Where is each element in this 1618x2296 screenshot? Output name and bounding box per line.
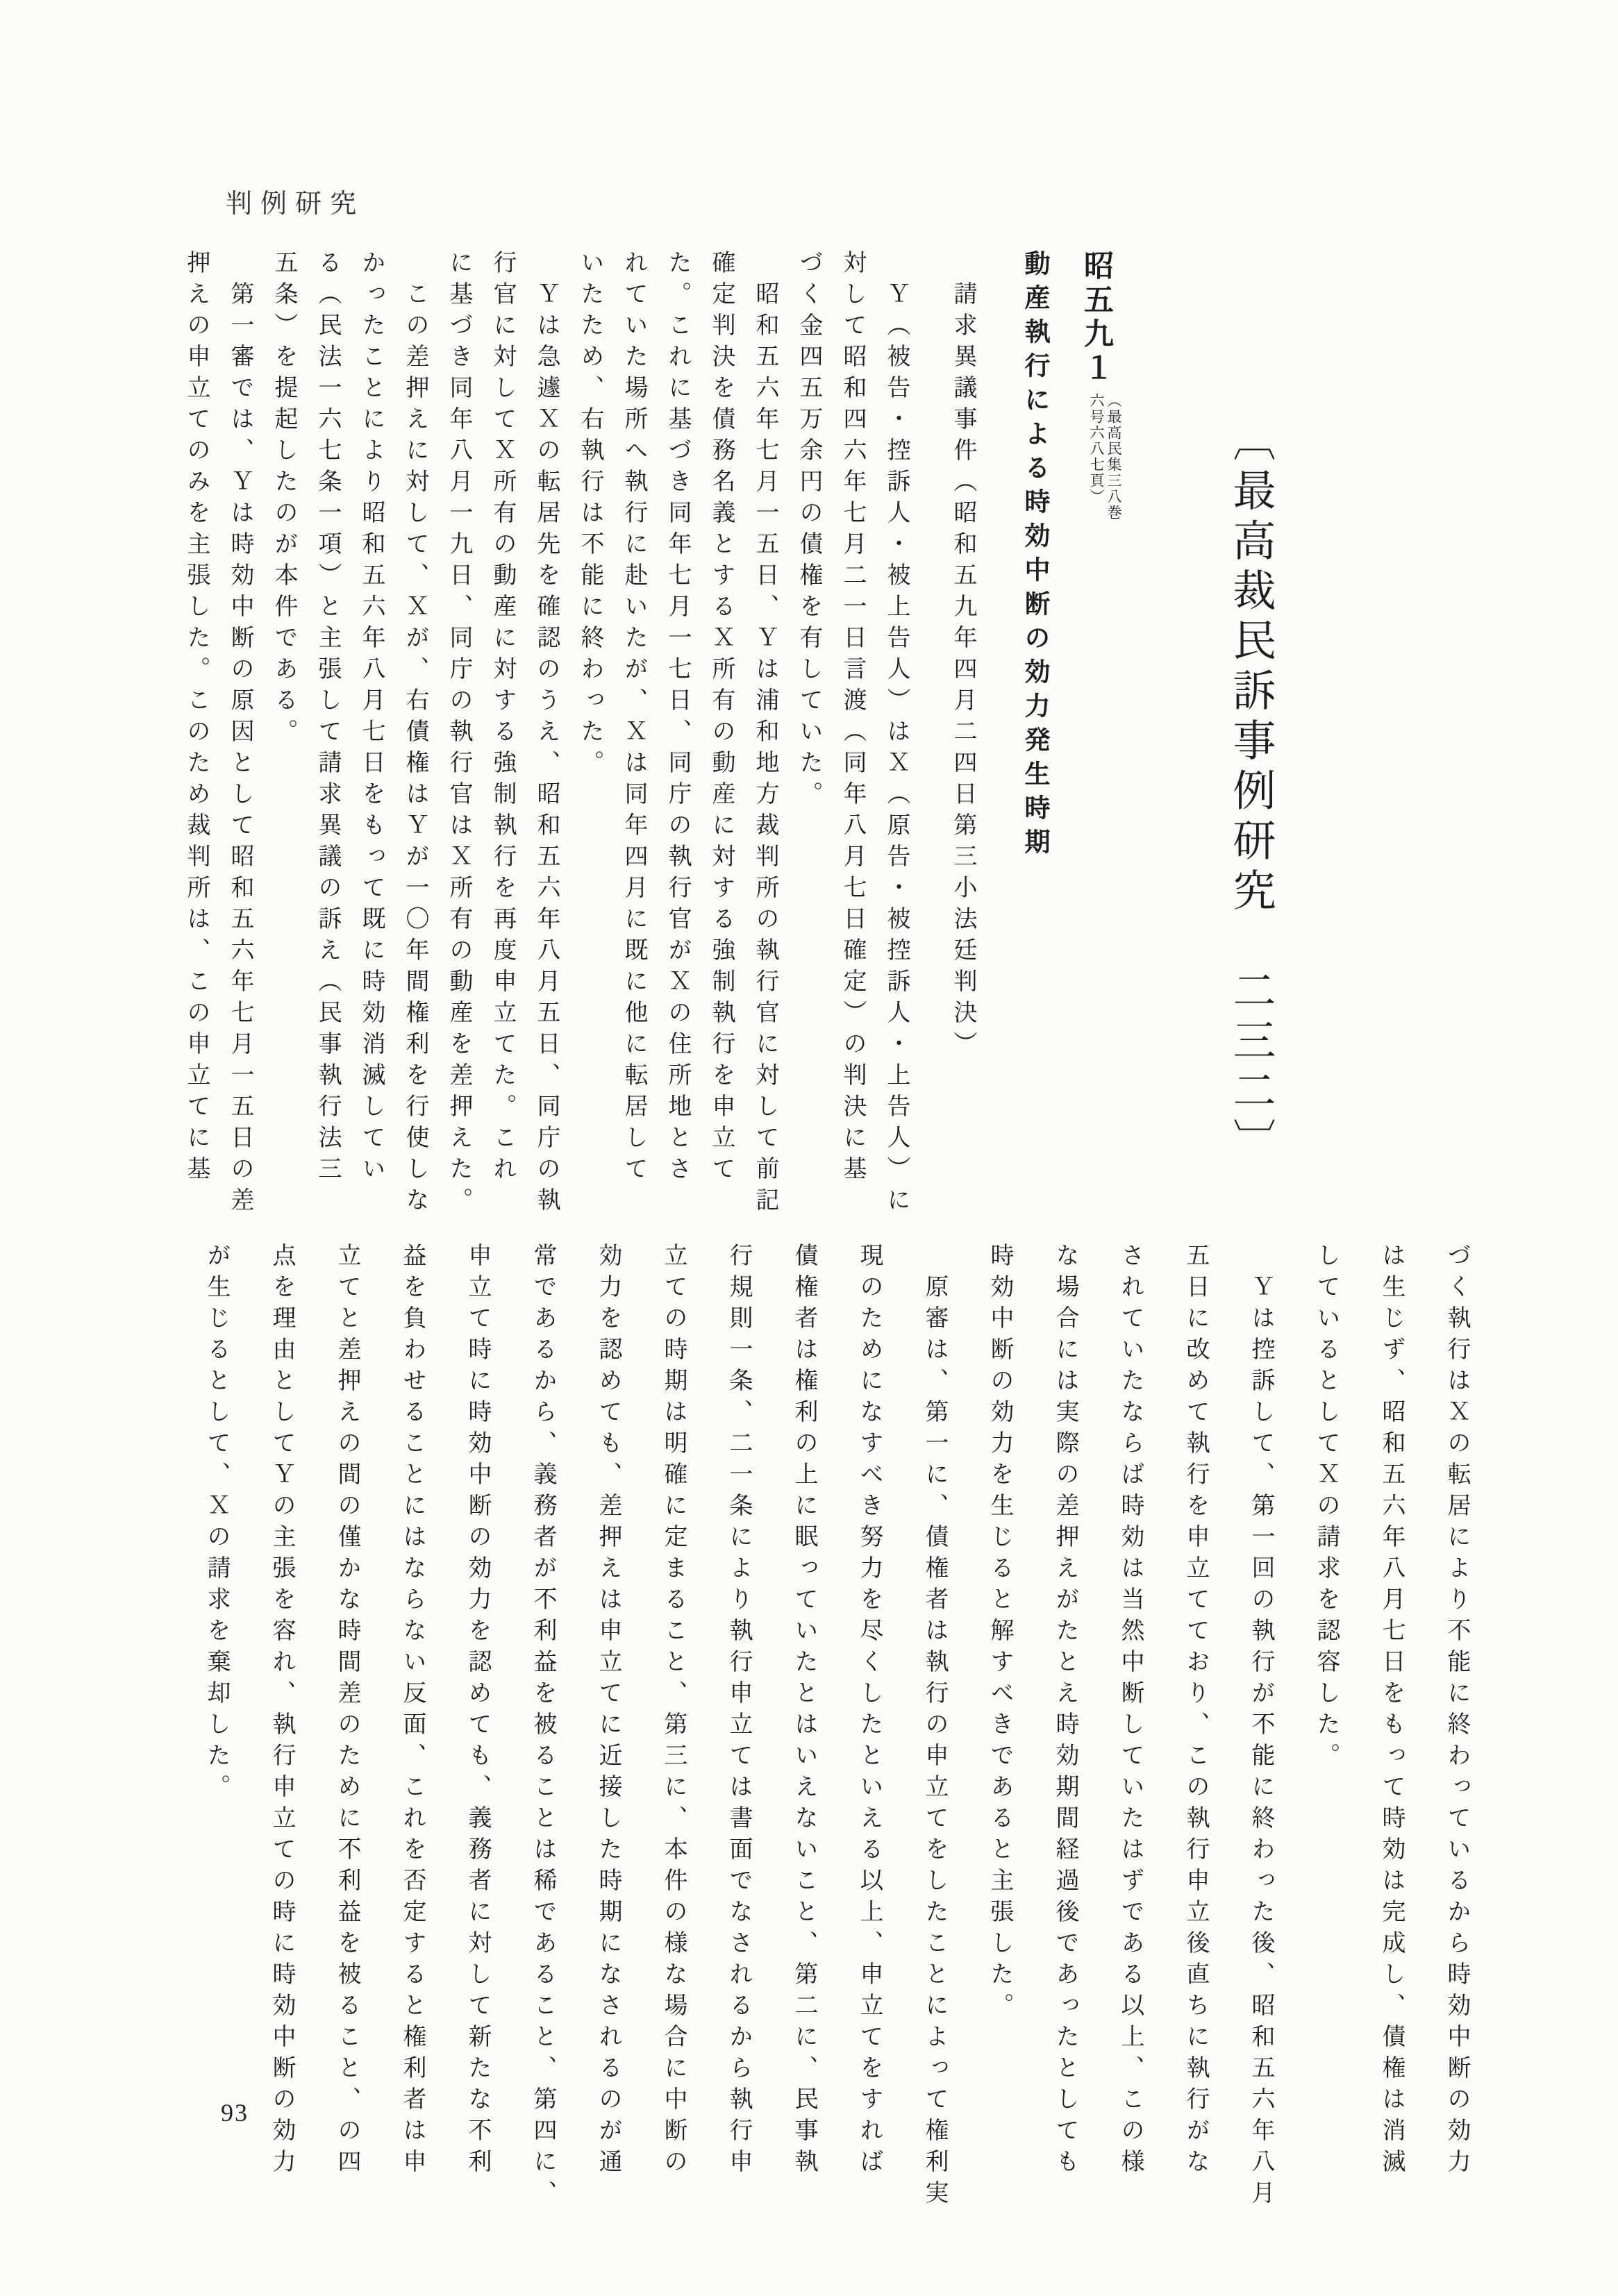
page-number: 93 bbox=[221, 2099, 249, 2127]
facts-column: る（民法一六七条一項）と主張して請求異議の訴え（民事執行法三 bbox=[315, 250, 340, 1187]
case-type-line: 請求異議事件（昭和五九年四月二四日第三小法廷判決） bbox=[950, 250, 976, 1062]
facts-column: 押えの申立てのみを主張した。このため裁判所は、この申立てに基 bbox=[183, 250, 209, 1187]
facts-column: かったことにより昭和五六年八月七日をもって既に時効消滅してい bbox=[358, 250, 384, 1187]
upper-text-block bbox=[174, 250, 1278, 1236]
case-heading bbox=[1065, 250, 1128, 1236]
facts-column: いたため、右執行は不能に終わった。 bbox=[577, 250, 603, 781]
citation-volume: （最高民集三八巻 bbox=[1106, 393, 1122, 521]
running-header: 判例研究 bbox=[226, 190, 365, 219]
judgment-column: は生じず、昭和五六年八月七日をもって時効は完成し、債権は消滅 bbox=[1378, 1243, 1404, 2180]
judgment-column: 債権者は権利の上に眠っていたとはいえないこと、第二に、民事執 bbox=[791, 1243, 817, 2180]
citation-page: 六号六八七頁） bbox=[1088, 393, 1105, 505]
judgment-column: 現のためになすべき努力を尽くしたといえる以上、申立てをすれば bbox=[856, 1243, 882, 2180]
judgment-column: 行規則一条、二一条により執行申立ては書面でなされるから執行申 bbox=[726, 1243, 751, 2180]
facts-column: この差押えに対して、Ｘが、右債権はＹが一〇年間権利を行使しな bbox=[402, 250, 428, 1218]
judgment-columns bbox=[183, 1243, 1489, 2229]
judgment-column: 立ての時期は明確に定まること、第三に、本件の様な場合に中断の bbox=[660, 1243, 686, 2180]
facts-column: Ｙ（被告・控訴人・被上告人）はＸ（原告・被控訴人・上告人）に bbox=[883, 250, 909, 1218]
facts-column: Ｙは急遽Ｘの転居先を確認のうえ、昭和五六年八月五日、同庁の執 bbox=[533, 250, 559, 1218]
judgment-column: な場合には実際の差押えがたとえ時効期間経過後であったとしても bbox=[1052, 1243, 1078, 2180]
lower-text-block bbox=[183, 1243, 1489, 2229]
judgment-column: が生じるとして、Ｘの請求を棄却した。 bbox=[203, 1243, 229, 1805]
case-citation bbox=[1087, 393, 1122, 521]
judgment-column: 原審は、第一に、債権者は執行の申立てをしたことによって権利実 bbox=[921, 1243, 947, 2211]
judgment-column: しているとしてＸの請求を認容した。 bbox=[1313, 1243, 1339, 1774]
case-number: 昭五九１ bbox=[1080, 250, 1113, 386]
facts-column: れていた場所へ執行に赴いたが、Ｘは同年四月に既に他に転居して bbox=[621, 250, 647, 1187]
judgment-column: 申立て時に時効中断の効力を認めても、義務者に対して新たな不利 bbox=[465, 1243, 490, 2180]
facts-column: 五条）を提起したのが本件である。 bbox=[271, 250, 297, 750]
facts-column: た。これに基づき同年七月一七日、同庁の執行官がＸの住所地とさ bbox=[665, 250, 690, 1187]
judgment-column: 五日に改めて執行を申立てており、この執行申立後直ちに執行がな bbox=[1183, 1243, 1208, 2180]
facts-column: に基づき同年八月一九日、同庁の執行官はＸ所有の動産を差押えた。 bbox=[446, 250, 472, 1218]
series-title: 〔最高裁民訴事例研究 二三二〕 bbox=[1226, 418, 1274, 1168]
judgment-column: 立てと差押えの間の僅かな時間差のために不利益を被ること、の四 bbox=[334, 1243, 360, 2180]
judgment-column: づく執行はＸの転居により不能に終わっているから時効中断の効力 bbox=[1444, 1243, 1469, 2180]
judgment-column: 効力を認めても、差押えは申立てに近接した時期になされるのが通 bbox=[595, 1243, 621, 2180]
facts-column: 確定判決を債務名義とするＸ所有の動産に対する強制執行を申立て bbox=[708, 250, 734, 1187]
facts-column: 対して昭和四六年七月二一日言渡（同年八月七日確定）の判決に基 bbox=[840, 250, 865, 1187]
judgment-column: Ｙは控訴して、第一回の執行が不能に終わった後、昭和五六年八月 bbox=[1248, 1243, 1274, 2211]
facts-column: 行官に対してＸ所有の動産に対する強制執行を再度申立てた。これ bbox=[490, 250, 515, 1187]
judgment-column: 益を負わせることにはならない反面、これを否定すると権利者は申 bbox=[399, 1243, 425, 2180]
case-title: 動産執行による時効中断の効力発生時期 bbox=[1021, 250, 1049, 862]
facts-column: 昭和五六年七月一五日、Ｙは浦和地方裁判所の執行官に対して前記 bbox=[752, 250, 778, 1218]
judgment-column: 点を理由としてＹの主張を容れ、執行申立ての時に時効中断の効力 bbox=[269, 1243, 294, 2180]
judgment-column: 時効中断の効力を生じると解すべきであると主張した。 bbox=[987, 1243, 1012, 2024]
facts-columns bbox=[174, 250, 918, 1236]
facts-column: 第一審では、Ｙは時効中断の原因として昭和五六年七月一五日の差 bbox=[227, 250, 253, 1218]
facts-column: づく金四五万余円の債権を有していた。 bbox=[796, 250, 821, 812]
judgment-column: 常であるから、義務者が不利益を被ることは稀であること、第四に、 bbox=[530, 1243, 556, 2211]
judgment-column: されていたならば時効は当然中断していたはずである以上、この様 bbox=[1117, 1243, 1143, 2180]
